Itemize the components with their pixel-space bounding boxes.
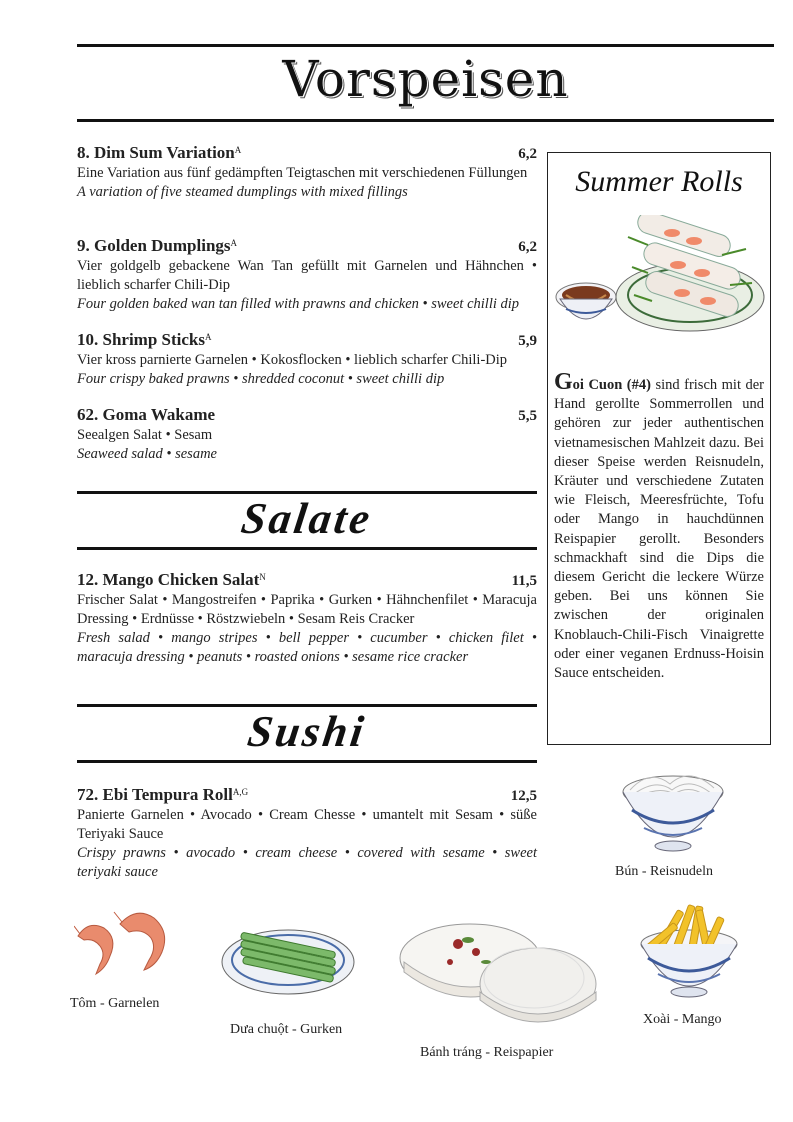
- salate-rule-bottom: [77, 547, 537, 550]
- sushi-rule-bottom: [77, 760, 537, 763]
- caption-xoai: Xoài - Mango: [643, 1012, 722, 1027]
- item-name: 62. Goma Wakame: [77, 405, 216, 424]
- section-title-salate: Salate: [238, 494, 376, 543]
- shrimp-illustration: [74, 906, 174, 982]
- item-description-de: Frischer Salat • Mangostreifen • Paprika • Gurken • Hähnchenfilet • Maracuja Dressing • Erdnüsse • Röstzwiebeln • Sesam Reis Cracker: [77, 592, 537, 627]
- rice-noodle-bowl-illustration: [620, 766, 726, 854]
- item-description-en: Four crispy baked prawns • shredded coconut • sweet chilli dip: [77, 371, 445, 387]
- item-description-de: Vier goldgelb gebackene Wan Tan gefüllt mit Garnelen und Hähnchen • lieblich scharfer Chili-Dip: [77, 258, 537, 293]
- item-price: 5,9: [518, 333, 537, 349]
- item-description-de: Eine Variation aus fünf gedämpften Teigtaschen mit verschiedenen Füllungen: [77, 165, 528, 181]
- cucumber-plate-illustration: [220, 918, 356, 998]
- item-description-en: A variation of five steamed dumplings with mixed fillings: [77, 184, 408, 200]
- menu-item-goma-wakame: [77, 405, 537, 464]
- section-title-sushi: Sushi: [244, 707, 370, 756]
- item-name: 9. Golden Dumplings$^A$: [77, 236, 238, 255]
- item-description-en: Four golden baked wan tan filled with prawns and chicken • sweet chilli dip: [77, 296, 520, 312]
- item-name: 12. Mango Chicken Salat$^N$: [77, 570, 266, 589]
- menu-item-dim-sum: [77, 143, 537, 202]
- item-price: 11,5: [511, 573, 537, 589]
- item-price: 12,5: [510, 788, 537, 804]
- mango-bowl-illustration: [636, 904, 742, 1000]
- item-name: 72. Ebi Tempura Roll$^{A,G}$: [77, 785, 249, 804]
- summer-rolls-box: [547, 152, 771, 745]
- menu-item-shrimp-sticks: [77, 330, 537, 389]
- item-description-de: Panierte Garnelen • Avocado • Cream Chesse • umantelt mit Sesam • süße Teriyaki Sauce: [77, 807, 537, 842]
- item-description-en: Fresh salad • mango stripes • bell pepper • cucumber • chicken filet • maracuja dressing • peanuts • roasted onions • sesame rice cracker: [77, 630, 537, 665]
- menu-item-golden-dumplings: [77, 236, 537, 314]
- summer-rolls-description: Goi Cuon (#4) sind frisch mit der Hand gerollte Sommerrollen und gehören zur jeder authentischen vietnamesischen Mahlzeit dazu. Bei dieser Speise werden Reisnudeln, Kräuter und verschiedene Zutaten wie Fleisch, Meeresfrüchte, Tofu oder Mango in hauchdünnen Reispapier gerollt. Besonders schmackhaft sind die Dips die diesem Gericht die leckere Würze geben. Bei uns können Sie zwischen der originalen Knoblauch-Chili-Fisch Vinaigrette oder einer veganen Erdnuss-Hoisin Sauce entscheiden.: [554, 369, 764, 682]
- item-price: 6,2: [518, 239, 537, 255]
- item-description-en: Crispy prawns • avocado • cream cheese • covered with sesame • sweet teriyaki sauce: [77, 845, 537, 880]
- caption-bun: Bún - Reisnudeln: [615, 864, 713, 879]
- header-rule: [77, 119, 774, 122]
- caption-banh: Bánh tráng - Reispapier: [420, 1045, 554, 1060]
- item-price: 5,5: [518, 408, 537, 424]
- menu-item-mango-chicken-salat: [77, 570, 537, 667]
- caption-dua: Dưa chuột - Gurken: [230, 1022, 343, 1037]
- summer-rolls-title: Summer Rolls: [575, 165, 743, 198]
- section-title-vorspeisen: Vorspeisen: [282, 50, 569, 108]
- item-description-de: Vier kross parnierte Garnelen • Kokosflocken • lieblich scharfer Chili-Dip: [77, 352, 508, 368]
- item-name: 10. Shrimp Sticks$^A$: [77, 330, 212, 349]
- item-price: 6,2: [518, 146, 537, 162]
- top-rule: [77, 44, 774, 47]
- menu-item-ebi-tempura-roll: [77, 785, 537, 882]
- item-description-de: Seealgen Salat • Sesam: [77, 427, 213, 443]
- rice-paper-illustration: [398, 918, 600, 1028]
- item-description-en: Seaweed salad • sesame: [77, 446, 217, 462]
- summer-rolls-illustration: [552, 215, 766, 355]
- item-name: 8. Dim Sum Variation$^A$: [77, 143, 242, 162]
- caption-tom: Tôm - Garnelen: [70, 996, 160, 1011]
